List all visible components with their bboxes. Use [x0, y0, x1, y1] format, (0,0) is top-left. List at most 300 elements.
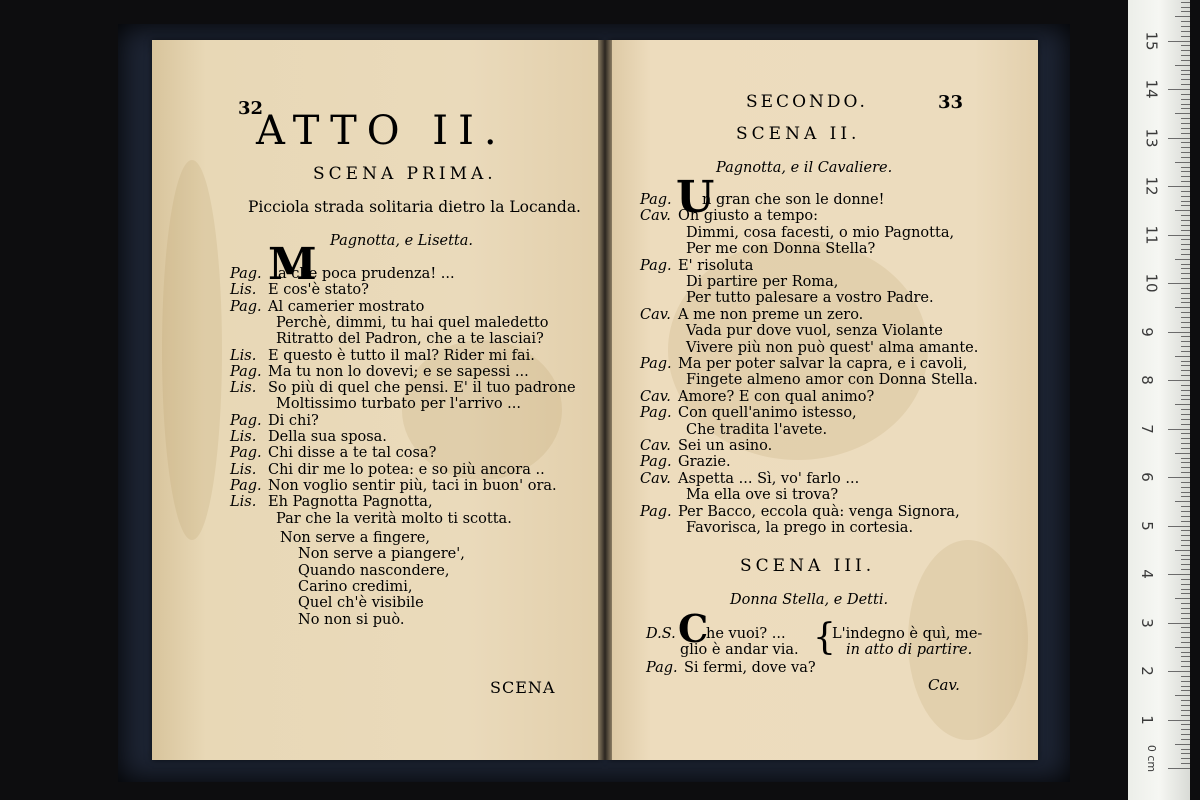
dialogue-row — [640, 274, 838, 291]
ruler-tick — [1181, 375, 1190, 376]
ruler-tick — [1181, 399, 1190, 400]
ruler-tick — [1181, 414, 1190, 415]
ruler-tick — [1181, 705, 1190, 706]
ruler-tick — [1168, 332, 1190, 333]
ruler-tick — [1181, 293, 1190, 294]
stage-aside: L'indegno è quì, me- — [832, 626, 983, 642]
ruler-tick — [1181, 201, 1190, 202]
verse-line: Quel ch'è visibile — [298, 595, 424, 612]
ruler-tick — [1168, 477, 1190, 478]
dialogue-row — [640, 487, 838, 504]
speaker-tag: Pag. — [640, 454, 672, 471]
dialogue-line: Al camerier mostrato — [268, 298, 425, 315]
ruler-tick — [1181, 239, 1190, 240]
ruler-unit-label: 0 cm — [1145, 744, 1159, 773]
ruler-number: 11 — [1142, 224, 1161, 245]
dialogue-line: Sei un asino. — [678, 438, 773, 454]
ruler-tick — [1181, 278, 1190, 279]
ruler-tick — [1181, 128, 1190, 129]
ruler-tick — [1181, 108, 1190, 109]
ruler-tick — [1181, 763, 1190, 764]
ruler-tick — [1181, 273, 1190, 274]
ruler-tick — [1168, 186, 1190, 187]
dialogue-line: Per me con Donna Stella? — [686, 241, 876, 258]
ruler-tick — [1181, 99, 1190, 100]
dialogue-row — [230, 511, 512, 528]
verse-line: Non serve a piangere', — [298, 546, 465, 563]
ruler-tick — [1168, 380, 1190, 381]
ruler-tick — [1168, 283, 1190, 284]
ruler-tick — [1181, 249, 1190, 250]
dialogue-line: Favorisca, la prego in cortesia. — [686, 520, 914, 536]
ruler-number: 7 — [1137, 423, 1156, 434]
speaker-tag: Lis. — [230, 282, 257, 299]
dialogue-line: Ma per poter salvar la capra, e i cavoli, — [678, 356, 968, 372]
ruler-tick — [1181, 608, 1190, 609]
ruler-tick — [1181, 559, 1190, 560]
ruler-tick — [1181, 584, 1190, 585]
ruler-tick — [1175, 501, 1190, 502]
dialogue-row — [230, 282, 369, 299]
dialogue-row — [230, 364, 529, 381]
ruler-tick — [1181, 205, 1190, 206]
ruler-tick — [1181, 729, 1190, 730]
ruler-tick — [1181, 487, 1190, 488]
dialogue-line: n gran che son le donne! — [702, 192, 885, 208]
dialogue-row — [640, 438, 772, 455]
ruler-tick — [1181, 681, 1190, 682]
ruler-tick — [1181, 336, 1190, 337]
ruler-tick — [1181, 171, 1190, 172]
dialogue-line: Fingete almeno amor con Donna Stella. — [686, 372, 978, 389]
ruler-tick — [1181, 196, 1190, 197]
ruler-tick — [1181, 167, 1190, 168]
ruler-tick — [1175, 647, 1190, 648]
ruler-tick — [1168, 671, 1190, 672]
ruler-tick — [1181, 361, 1190, 362]
ruler-tick — [1181, 424, 1190, 425]
dialogue-line: Moltissimo turbato per l'arrivo ... — [276, 396, 522, 413]
ruler-tick — [1181, 104, 1190, 105]
ruler-tick — [1181, 341, 1190, 342]
dialogue-row — [646, 660, 816, 677]
ruler-tick — [1181, 642, 1190, 643]
speaker-tag: Lis. — [230, 494, 257, 511]
dialogue-row — [230, 348, 535, 365]
ruler-tick — [1181, 530, 1190, 531]
ruler-tick — [1181, 652, 1190, 653]
ruler-tick — [1175, 16, 1190, 17]
dialogue-line: Ritratto del Padron, che a te lasciai? — [276, 331, 544, 348]
dialogue-line: he vuoi? ... — [706, 626, 786, 642]
ruler-number: 1 — [1137, 714, 1156, 725]
ruler-tick — [1181, 191, 1190, 192]
ruler-tick — [1181, 123, 1190, 124]
dialogue-line: Amore? E con qual animo? — [678, 388, 875, 405]
drop-cap: M — [268, 239, 317, 290]
ruler-tick — [1181, 60, 1190, 61]
drop-cap: C — [678, 606, 709, 651]
dialogue-line: Con quell'animo istesso, — [678, 405, 857, 422]
ruler-tick — [1175, 210, 1190, 211]
ruler-tick — [1181, 288, 1190, 289]
speaker-tag: Lis. — [230, 429, 257, 445]
dialogue-line: Della sua sposa. — [268, 429, 387, 445]
ruler-tick — [1181, 152, 1190, 153]
ruler-tick — [1181, 322, 1190, 323]
ruler-tick — [1181, 690, 1190, 691]
ruler-tick — [1181, 302, 1190, 303]
ruler-tick — [1181, 589, 1190, 590]
ruler-tick — [1181, 516, 1190, 517]
ruler-tick — [1181, 11, 1190, 12]
ruler-tick — [1181, 758, 1190, 759]
ruler-tick — [1181, 458, 1190, 459]
ruler-tick — [1175, 598, 1190, 599]
ruler-tick — [1181, 472, 1190, 473]
dialogue-row — [640, 520, 913, 537]
ruler-tick — [1175, 259, 1190, 260]
ruler-tick — [1181, 118, 1190, 119]
ruler-tick — [1175, 307, 1190, 308]
dialogue-row — [640, 225, 954, 242]
ruler-tick — [1181, 496, 1190, 497]
character-list: Pagnotta, e Lisetta. — [330, 233, 474, 249]
speaker-tag: Pag. — [230, 266, 262, 282]
dialogue-line: Oh giusto a tempo: — [678, 208, 819, 225]
ruler-tick — [1181, 443, 1190, 444]
dialogue-line: Aspetta ... Sì, vo' farlo ... — [678, 470, 860, 487]
dialogue-row — [230, 462, 545, 479]
ruler-tick — [1181, 545, 1190, 546]
ruler-tick — [1175, 113, 1190, 114]
ruler-tick — [1181, 637, 1190, 638]
verse-line: No non si può. — [298, 611, 405, 628]
ruler-number: 12 — [1142, 176, 1161, 196]
dialogue-line: A me non preme un zero. — [678, 306, 864, 323]
ruler-tick — [1181, 181, 1190, 182]
dialogue-row — [640, 258, 753, 275]
ruler-tick — [1181, 521, 1190, 522]
ruler-number: 8 — [1137, 375, 1156, 385]
ruler-number: 2 — [1137, 666, 1156, 676]
dialogue-line: a che poca prudenza! ... — [278, 266, 455, 282]
character-list: Donna Stella, e Detti. — [730, 592, 889, 608]
ruler-tick — [1181, 482, 1190, 483]
dialogue-row — [640, 504, 960, 521]
ruler-tick — [1181, 749, 1190, 750]
dialogue-line: Di partire per Roma, — [686, 274, 839, 290]
ruler-tick — [1168, 574, 1190, 575]
ruler-tick — [1175, 162, 1190, 163]
dialogue-line: Di chi? — [268, 412, 319, 429]
dialogue-row — [640, 192, 884, 209]
ruler-tick — [1181, 627, 1190, 628]
dialogue-row — [640, 405, 857, 422]
ruler-tick — [1181, 632, 1190, 633]
book-gutter — [598, 40, 612, 760]
dialogue-line: Non voglio sentir più, taci in buon' ora. — [268, 477, 557, 494]
dialogue-line: Dimmi, cosa facesti, o mio Pagnotta, — [686, 224, 955, 241]
speaker-tag: Pag. — [230, 477, 262, 494]
ruler-tick — [1181, 312, 1190, 313]
ruler-tick — [1181, 220, 1190, 221]
ruler-tick — [1181, 142, 1190, 143]
dialogue-line: Si fermi, dove va? — [684, 660, 816, 676]
ruler-tick — [1168, 768, 1190, 769]
speaker-tag: Pag. — [230, 363, 262, 380]
ruler-tick — [1181, 438, 1190, 439]
ruler-tick — [1181, 724, 1190, 725]
ruler-tick — [1181, 579, 1190, 580]
ruler-tick — [1181, 710, 1190, 711]
ruler-tick — [1181, 370, 1190, 371]
catchword: SCENA — [490, 678, 556, 697]
ruler-tick — [1181, 268, 1190, 269]
speaker-tag: Pag. — [230, 298, 262, 315]
ruler-tick — [1181, 540, 1190, 541]
dialogue-line: Per tutto palesare a vostro Padre. — [686, 290, 934, 307]
dialogue-row — [230, 380, 576, 397]
dialogue-row — [230, 429, 387, 446]
speaker-tag: Cav. — [640, 306, 671, 323]
drop-cap: U — [676, 172, 715, 223]
speaker-tag: Pag. — [230, 445, 262, 462]
ruler-tick — [1181, 176, 1190, 177]
stage-direction: in atto di partire. — [846, 642, 973, 658]
ruler-tick — [1181, 94, 1190, 95]
dialogue-row — [640, 389, 874, 406]
dialogue-row — [230, 396, 521, 413]
measuring-ruler — [1128, 0, 1190, 800]
dialogue-row — [230, 315, 548, 332]
dialogue-line: Ma tu non lo dovevi; e se sapessi ... — [268, 363, 529, 380]
ruler-tick — [1181, 395, 1190, 396]
dialogue-row — [230, 478, 557, 495]
catchword: Cav. — [928, 676, 960, 694]
ruler-tick — [1181, 390, 1190, 391]
ruler-tick — [1168, 720, 1190, 721]
dialogue-line: Vivere più non può quest' alma amante. — [686, 339, 979, 356]
dialogue-row — [640, 208, 818, 225]
page-number: 32 — [238, 98, 264, 119]
ruler-number: 4 — [1137, 569, 1156, 579]
ruler-tick — [1168, 138, 1190, 139]
dialogue-row — [230, 331, 544, 348]
ruler-tick — [1181, 603, 1190, 604]
ruler-tick — [1181, 618, 1190, 619]
ruler-tick — [1181, 50, 1190, 51]
dialogue-row — [230, 266, 455, 283]
ruler-tick — [1181, 385, 1190, 386]
ruler-number: 10 — [1142, 273, 1161, 293]
ruler-tick — [1181, 433, 1190, 434]
ruler-tick — [1181, 569, 1190, 570]
speaker-tag: Pag. — [640, 192, 672, 208]
ruler-number: 14 — [1142, 79, 1161, 99]
dialogue-line: Chi dir me lo potea: e so più ancora .. — [268, 461, 545, 478]
speaker-tag: Pag. — [230, 412, 262, 429]
ruler-tick — [1181, 70, 1190, 71]
ruler-tick — [1181, 79, 1190, 80]
ruler-tick — [1181, 593, 1190, 594]
dialogue-line: Eh Pagnotta Pagnotta, — [268, 494, 433, 511]
ruler-tick — [1181, 157, 1190, 158]
ruler-number: 9 — [1137, 326, 1156, 337]
ruler-tick — [1181, 21, 1190, 22]
ruler-tick — [1181, 264, 1190, 265]
ruler-tick — [1181, 409, 1190, 410]
dialogue-line: Perchè, dimmi, tu hai quel maledetto — [276, 314, 549, 331]
ruler-tick — [1181, 613, 1190, 614]
dialogue-row — [640, 241, 875, 258]
speaker-tag: Cav. — [640, 388, 671, 405]
ruler-tick — [1181, 564, 1190, 565]
speaker-tag: Cav. — [640, 438, 671, 454]
ruler-number: 15 — [1142, 30, 1161, 51]
bracket-glyph: { — [813, 617, 836, 658]
ruler-number: 6 — [1137, 472, 1156, 482]
ruler-tick — [1175, 404, 1190, 405]
ruler-tick — [1168, 623, 1190, 624]
ruler-tick — [1181, 506, 1190, 507]
ruler-tick — [1175, 550, 1190, 551]
ruler-tick — [1181, 511, 1190, 512]
ruler-tick — [1168, 526, 1190, 527]
scene-title: SCENA III. — [740, 556, 876, 576]
dialogue-line: E cos'è stato? — [268, 282, 369, 299]
ruler-tick — [1181, 7, 1190, 8]
speaker-tag: Pag. — [640, 356, 672, 372]
ruler-tick — [1168, 41, 1190, 42]
ruler-tick — [1181, 676, 1190, 677]
scene-title: SCENA II. — [736, 124, 861, 144]
ruler-tick — [1181, 254, 1190, 255]
ruler-tick — [1181, 298, 1190, 299]
ruler-tick — [1181, 492, 1190, 493]
verse-line: Carino credimi, — [298, 578, 413, 595]
ruler-tick — [1181, 230, 1190, 231]
ruler-tick — [1168, 429, 1190, 430]
ruler-tick — [1181, 555, 1190, 556]
ruler-tick — [1181, 462, 1190, 463]
ruler-tick — [1181, 535, 1190, 536]
dialogue-line: Grazie. — [678, 454, 731, 471]
dialogue-row — [640, 471, 859, 488]
ruler-tick — [1181, 734, 1190, 735]
ruler-tick — [1181, 133, 1190, 134]
dialogue-row — [230, 299, 424, 316]
ruler-tick — [1181, 467, 1190, 468]
ruler-tick — [1181, 74, 1190, 75]
dialogue-row — [640, 307, 863, 324]
page-stain — [162, 160, 222, 540]
dialogue-line: Vada pur dove vuol, senza Violante — [686, 323, 943, 340]
dialogue-line: Ma ella ove si trova? — [686, 487, 839, 504]
dialogue-row — [230, 494, 433, 511]
verse-line: Quando nascondere, — [298, 562, 450, 579]
speaker-tag: Lis. — [230, 347, 257, 364]
dialogue-line: So più di quel che pensi. E' il tuo padrone — [268, 380, 576, 397]
running-head: SECONDO. — [746, 92, 868, 112]
speaker-tag: Pag. — [640, 503, 672, 520]
dialogue-row — [640, 356, 967, 373]
ruler-number: 3 — [1137, 617, 1156, 628]
ruler-tick — [1175, 695, 1190, 696]
ruler-tick — [1181, 661, 1190, 662]
speaker-tag: D.S. — [646, 626, 676, 642]
ruler-tick — [1181, 666, 1190, 667]
dialogue-row — [640, 454, 731, 471]
dialogue-line: Par che la verità molto ti scotta. — [276, 510, 512, 527]
dialogue-row — [640, 290, 934, 307]
ruler-tick — [1181, 346, 1190, 347]
ruler-tick — [1181, 225, 1190, 226]
ruler-tick — [1181, 45, 1190, 46]
dialogue-row — [640, 372, 978, 389]
ruler-tick — [1181, 656, 1190, 657]
ruler-tick — [1181, 351, 1190, 352]
ruler-tick — [1181, 686, 1190, 687]
ruler-tick — [1181, 26, 1190, 27]
ruler-tick — [1175, 453, 1190, 454]
page-number: 33 — [938, 92, 964, 113]
speaker-tag: Pag. — [646, 660, 678, 676]
ruler-tick — [1181, 147, 1190, 148]
dialogue-row — [640, 422, 827, 439]
dialogue-row — [640, 323, 943, 340]
ruler-tick — [1181, 419, 1190, 420]
dialogue-row — [640, 340, 978, 357]
scene-setting: Picciola strada solitaria dietro la Locanda. — [248, 198, 581, 216]
act-title: ATTO II. — [256, 108, 507, 154]
ruler-tick — [1181, 215, 1190, 216]
dialogue-line: Per Bacco, eccola quà: venga Signora, — [678, 503, 960, 520]
dialogue-line: Chi disse a te tal cosa? — [268, 445, 437, 462]
ruler-tick — [1181, 700, 1190, 701]
ruler-tick — [1175, 744, 1190, 745]
ruler-number: 5 — [1137, 520, 1156, 531]
ruler-tick — [1181, 327, 1190, 328]
character-list: Pagnotta, e il Cavaliere. — [716, 160, 893, 176]
verse-line: Non serve a fingere, — [280, 530, 430, 546]
ruler-tick — [1181, 244, 1190, 245]
ruler-tick — [1181, 55, 1190, 56]
ruler-tick — [1181, 739, 1190, 740]
speaker-tag: Lis. — [230, 380, 257, 397]
dialogue-line: glio è andar via. — [680, 642, 799, 658]
speaker-tag: Cav. — [640, 470, 671, 487]
dialogue-row — [230, 445, 436, 462]
ruler-number: 13 — [1142, 127, 1161, 148]
dialogue-row — [230, 413, 319, 430]
ruler-tick — [1181, 2, 1190, 3]
ruler-tick — [1181, 84, 1190, 85]
ruler-tick — [1168, 235, 1190, 236]
speaker-tag: Pag. — [640, 257, 672, 274]
ruler-tick — [1175, 65, 1190, 66]
dialogue-line: Che tradita l'avete. — [686, 421, 828, 438]
ruler-tick — [1175, 356, 1190, 357]
ruler-tick — [1181, 31, 1190, 32]
speaker-tag: Cav. — [640, 208, 671, 225]
ruler-tick — [1168, 89, 1190, 90]
speaker-tag: Pag. — [640, 405, 672, 422]
ruler-tick — [1181, 753, 1190, 754]
ruler-tick — [1181, 448, 1190, 449]
ruler-tick — [1181, 715, 1190, 716]
speaker-tag: Lis. — [230, 461, 257, 478]
